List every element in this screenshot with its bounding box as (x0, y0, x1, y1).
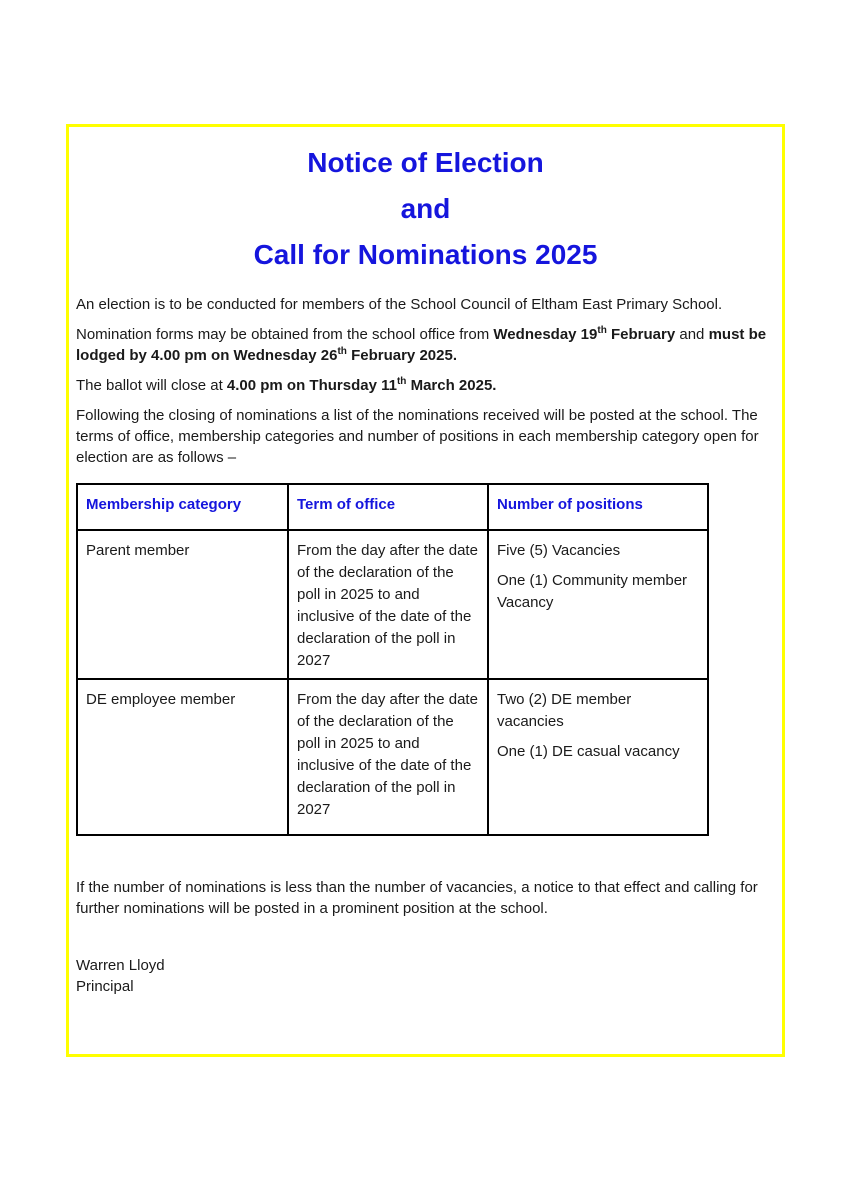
cell-term-parent: From the day after the date of the declaration of the poll in 2025 to and inclusive of the date of the declaration of the poll in 2027 (288, 530, 488, 679)
paragraph-terms-intro: Following the closing of nominations a list of the nominations received will be posted at the school. The terms of office, membership categories and number of positions in each membership category open for election are as follows – (76, 407, 759, 466)
notice-title-line-3: Call for Nominations 2025 (253, 239, 598, 270)
signature-name: Warren Lloyd (76, 957, 165, 974)
table-row-parent-member (77, 530, 708, 679)
signature-role: Principal (76, 978, 134, 995)
notice-title (76, 140, 775, 278)
cell-positions-de-employee (488, 679, 708, 835)
notice-title-line-2: and (400, 193, 451, 224)
positions-de-line-1: Two (2) DE member vacancies (497, 691, 632, 730)
cell-category-parent: Parent member (77, 530, 288, 679)
document-frame (66, 124, 785, 1057)
header-number-of-positions: Number of positions (488, 484, 708, 530)
positions-de-line-2: One (1) DE casual vacancy (497, 743, 680, 760)
notice-title-line-1: Notice of Election (307, 147, 544, 178)
positions-parent-line-2: One (1) Community member Vacancy (497, 572, 688, 611)
table-row-de-employee-member (77, 679, 708, 835)
paragraph-insufficient-nominations: If the number of nominations is less than the number of vacancies, a notice to that effect and calling for further nominations will be posted in a prominent position at the school. (76, 879, 758, 917)
cell-positions-parent (488, 530, 708, 679)
positions-parent-line-1: Five (5) Vacancies (497, 542, 621, 559)
header-membership-category: Membership category (77, 484, 288, 530)
paragraph-nomination-forms: Nomination forms may be obtained from the school office from Wednesday 19th February and must be lodged by 4.00 pm on Wednesday 26th February 2025. (76, 325, 767, 364)
cell-category-de-employee: DE employee member (77, 679, 288, 835)
paragraph-election-announcement: An election is to be conducted for members of the School Council of Eltham East Primary School. (76, 296, 723, 313)
body-text (76, 294, 775, 997)
paragraph-ballot-close: The ballot will close at 4.00 pm on Thursday 11th March 2025. (76, 376, 497, 394)
table-header-row (77, 484, 708, 530)
header-term-of-office: Term of office (288, 484, 488, 530)
nominations-table (76, 483, 709, 836)
cell-term-de-employee: From the day after the date of the declaration of the poll in 2025 to and inclusive of the date of the declaration of the poll in 2027 (288, 679, 488, 835)
signature-block (76, 955, 775, 997)
